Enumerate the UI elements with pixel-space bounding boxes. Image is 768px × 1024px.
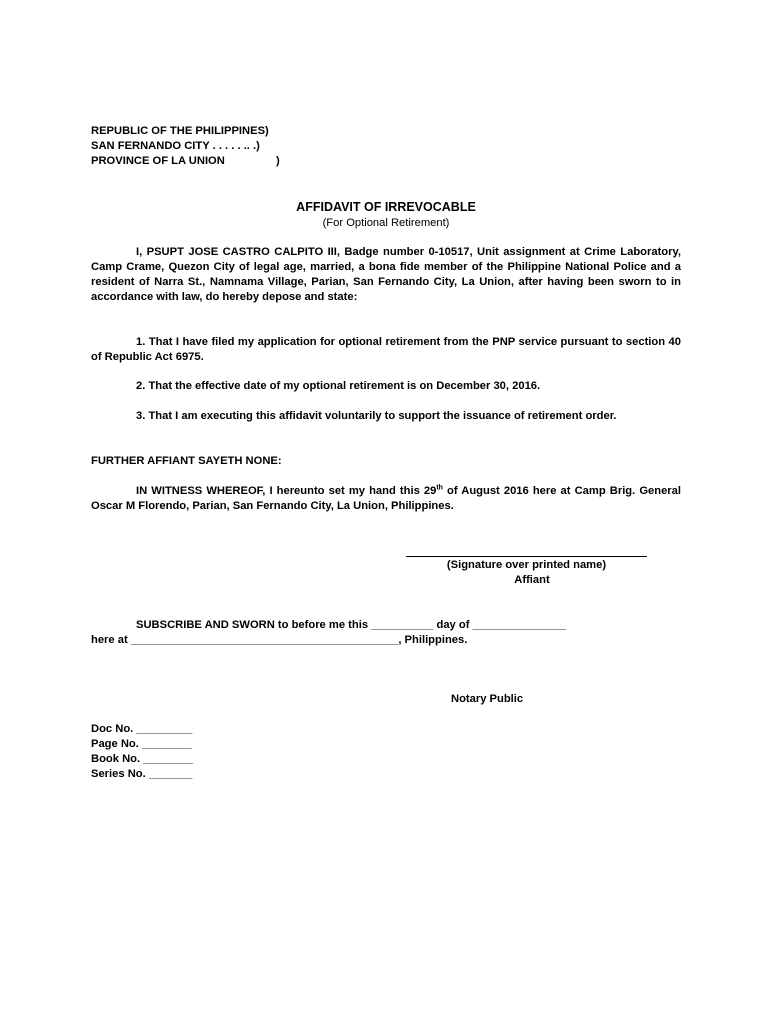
sworn-line-1: SUBSCRIBE AND SWORN to before me this __________ day of _______________ — [136, 619, 566, 631]
book-no-field: Book No. ________ — [91, 753, 193, 765]
document-title: AFFIDAVIT OF IRREVOCABLE — [296, 200, 476, 214]
intro-paragraph — [91, 245, 681, 305]
notary-public-label: Notary Public — [451, 693, 524, 705]
doc-no-field: Doc No. _________ — [91, 723, 193, 735]
header-city: SAN FERNANDO CITY . . . . . .. .) — [91, 140, 260, 152]
further-affiant: FURTHER AFFIANT SAYETH NONE: — [91, 455, 282, 467]
intro-text: I, PSUPT JOSE CASTRO CALPITO III, Badge number 0-10517, Unit assignment at Crime Laboratory, Camp Crame, Quezon City of legal age, married, a bona fide member of the Philippine National Police and a resident of Narra St., Namnama Village, Parian, San Fernando City, La Union, after having been sworn to in accordance with law, do hereby depose and state: — [91, 246, 681, 303]
item-1 — [91, 335, 681, 365]
witness-text-2: of August 2016 here at Camp Brig. General Oscar M Florendo, Parian, San Fernando City, La Union, Philippines. — [91, 485, 681, 512]
header-province: PROVINCE OF LA UNION — [91, 155, 225, 167]
item-2-text: 2. That the effective date of my optional retirement is on December 30, 2016. — [136, 380, 541, 392]
header-province-paren: ) — [276, 155, 280, 167]
signature-line — [406, 556, 647, 557]
item-2 — [91, 379, 681, 394]
header-republic: REPUBLIC OF THE PHILIPPINES) — [91, 125, 269, 137]
item-3 — [91, 409, 681, 424]
page-no-field: Page No. ________ — [91, 738, 192, 750]
series-no-field: Series No. _______ — [91, 768, 193, 780]
witness-superscript: th — [436, 484, 443, 492]
signature-caption: (Signature over printed name) — [446, 559, 607, 571]
item-3-text: 3. That I am executing this affidavit voluntarily to support the issuance of retirement order. — [136, 410, 617, 422]
document-subtitle: (For Optional Retirement) — [322, 217, 450, 229]
item-1-text: 1. That I have filed my application for optional retirement from the PNP service pursuant to section 40 of Republic Act 6975. — [91, 336, 681, 363]
affiant-label: Affiant — [514, 574, 550, 586]
witness-text-1: IN WITNESS WHEREOF, I hereunto set my hand this 29 — [136, 485, 437, 497]
sworn-line-2: here at ___________________________________________, Philippines. — [91, 634, 468, 646]
witness-paragraph — [91, 484, 681, 514]
